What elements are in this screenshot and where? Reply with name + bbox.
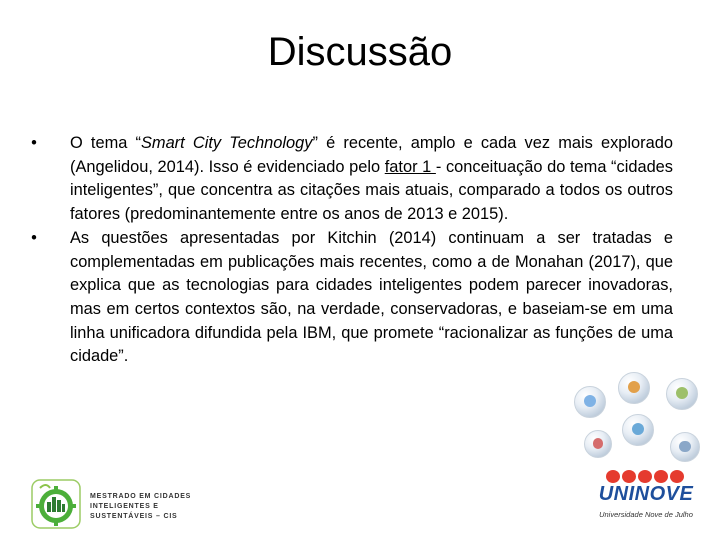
uninove-subtitle: Universidade Nove de Julho (599, 510, 693, 519)
cis-logo-text: MESTRADO EM CIDADES INTELIGENTES E SUSTENTÁVEIS – CIS (90, 493, 192, 520)
slide-title: Discussão (267, 30, 453, 74)
uninove-dots-icon (606, 470, 686, 484)
smart-city-icons-decoration (570, 372, 710, 482)
bullet-text-underlined: fator 1 (384, 157, 436, 176)
uninove-logo (598, 470, 694, 528)
bullet-marker: • (31, 228, 37, 247)
bullet-text: ” é recente, amplo e cada vez mais explorado (Angelidou, 2014). Isso é evidenciado pelo (70, 134, 673, 176)
bullet-text: O tema “ (70, 134, 141, 152)
uninove-wordmark: UNINOVE (598, 483, 694, 505)
bullet-list (28, 132, 673, 369)
globe-icon (622, 414, 654, 446)
bullet-text: - conceituação do tema “cidades inteligentes”, que concentra as citações mais atuais, comparado a todos os outros fatores (predominantemente entre os anos de 2013 e 2015). (70, 157, 673, 224)
cis-logo-icon (30, 476, 82, 530)
globe-icon (670, 432, 700, 462)
bullet-item-2 (28, 227, 673, 369)
globe-icon (618, 372, 650, 404)
bullet-text: As questões apresentadas por Kitchin (2014) continuam a ser tratadas e complementadas em publicações mais recentes, como a de Monahan (2017), que explica que as tecnologias para cidades inteligentes podem parecer inovadoras, mas em certos contextos são, na verdade, conservadoras, e baseiam-se em uma linha unificadora difundida pela IBM, que promete “racionalizar as funções de uma cidade”. (70, 228, 673, 366)
globe-icon (574, 386, 606, 418)
globe-icon (584, 430, 612, 458)
bullet-item-1 (28, 132, 673, 227)
bullet-marker: • (31, 134, 37, 152)
bullet-text-italic: Smart City Technology (140, 134, 313, 152)
globe-icon (666, 378, 698, 410)
